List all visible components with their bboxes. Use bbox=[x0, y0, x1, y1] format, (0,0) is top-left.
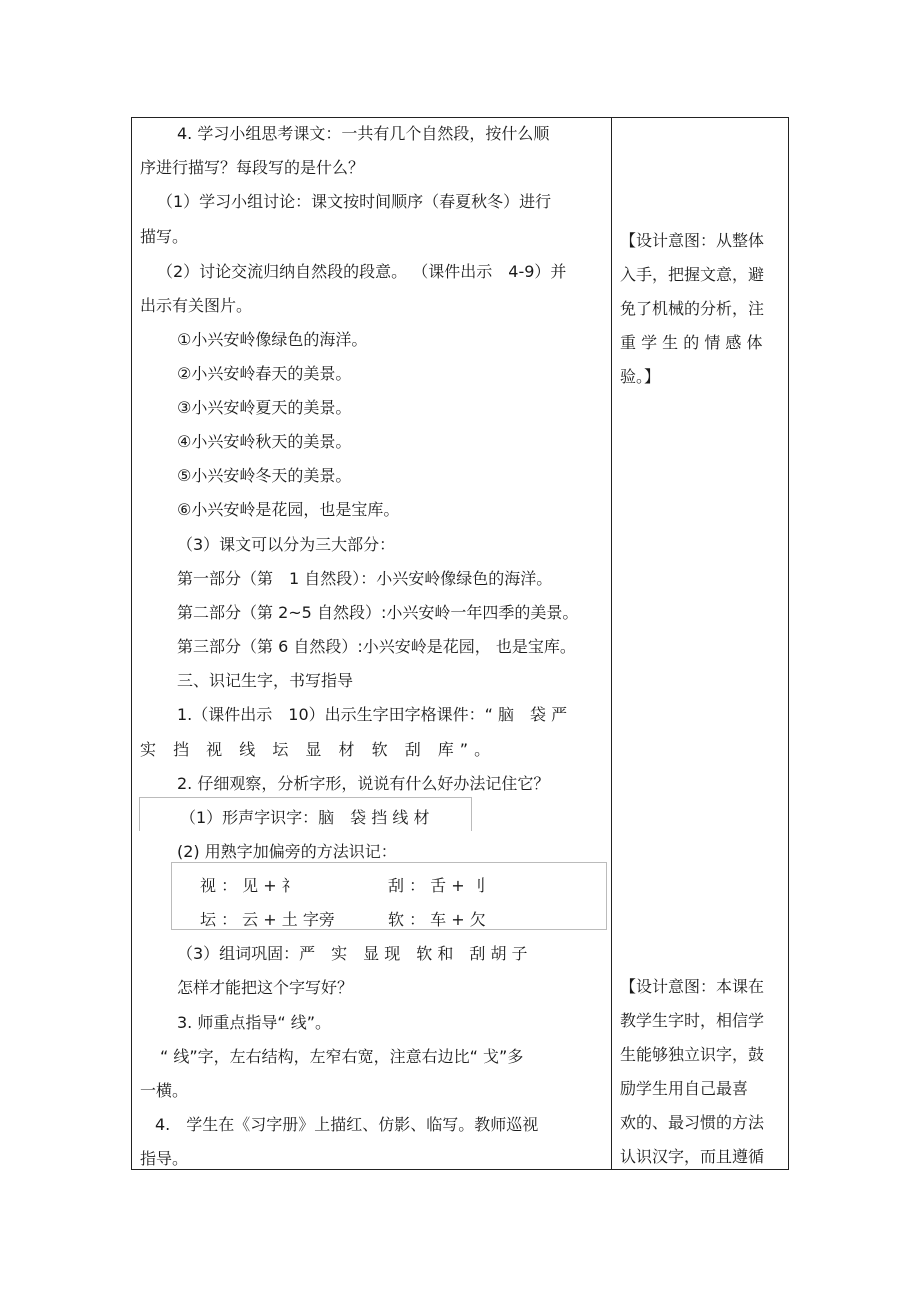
text-line: 4. 学习小组思考课文：一共有几个自然段，按什么顺 bbox=[177, 124, 550, 143]
text-line: 指导。 bbox=[140, 1149, 189, 1168]
note-line: 教学生字时，相信学 bbox=[620, 1011, 765, 1030]
radical-item: 软 ： 车 + 欠 bbox=[388, 910, 486, 929]
note-line: 免了机械的分析，注 bbox=[620, 299, 765, 318]
column-divider bbox=[611, 117, 612, 1170]
text-line: 3. 师重点指导“ 线”。 bbox=[177, 1013, 332, 1032]
text-line: 4. 学生在《习字册》上描红、仿影、临写。教师巡视 bbox=[155, 1115, 539, 1134]
text-line: 实 挡 视 线 坛 显 材 软 刮 库”。 bbox=[140, 740, 497, 759]
text-line: 出示有关图片。 bbox=[140, 296, 253, 315]
list-item: ⑥小兴安岭是花园，也是宝库。 bbox=[177, 500, 400, 519]
text-line: 第一部分（第 1 自然段）：小兴安岭像绿色的海洋。 bbox=[177, 569, 553, 588]
note-line: 励学生用自己最喜 bbox=[620, 1079, 749, 1098]
text-line: （1）形声字识字：脑 袋 挡 线 材 bbox=[180, 808, 430, 827]
text-line: 1.（课件出示 10）出示生字田字格课件：“ 脑 袋 严 bbox=[177, 705, 568, 724]
note-line: 入手，把握文意，避 bbox=[620, 265, 765, 284]
note-line: 认识汉字，而且遵循 bbox=[620, 1147, 765, 1166]
design-note-2 bbox=[620, 970, 780, 1174]
text-line: 怎样才能把这个字写好？ bbox=[177, 978, 354, 997]
note-line: 【设计意图：本课在 bbox=[620, 977, 765, 996]
list-item: ②小兴安岭春天的美景。 bbox=[177, 364, 352, 383]
text-line: （3）组词巩固：严 实 显 现 软 和 刮 胡 子 bbox=[177, 944, 528, 963]
text-line: “ 线”字，左右结构，左窄右宽，注意右边比“ 戈”多 bbox=[160, 1047, 524, 1066]
radical-item: 坛 ： 云 + 土 字旁 bbox=[200, 910, 335, 929]
list-item: ④小兴安岭秋天的美景。 bbox=[177, 432, 352, 451]
list-item: ③小兴安岭夏天的美景。 bbox=[177, 398, 352, 417]
text-line: （2）讨论交流归纳自然段的段意。 （课件出示 4-9）并 bbox=[157, 262, 567, 281]
radical-item: 刮 ： 舌 + 刂 bbox=[388, 876, 486, 895]
text-line: 序进行描写？每段写的是什么？ bbox=[140, 158, 365, 177]
text-line: 2. 仔细观察，分析字形，说说有什么好办法记住它？ bbox=[177, 774, 550, 793]
text-line: 描写。 bbox=[140, 227, 189, 246]
note-line: 【设计意图：从整体 bbox=[620, 231, 765, 250]
list-item: ⑤小兴安岭冬天的美景。 bbox=[177, 466, 352, 485]
list-item: ①小兴安岭像绿色的海洋。 bbox=[177, 330, 368, 349]
text-line: 第二部分（第 2~5 自然段）:小兴安岭一年四季的美景。 bbox=[177, 603, 579, 622]
text-line: (2) 用熟字加偏旁的方法识记： bbox=[177, 842, 397, 861]
text-line: 一横。 bbox=[140, 1081, 189, 1100]
text-line: 第三部分（第 6 自然段）:小兴安岭是花园， 也是宝库。 bbox=[177, 637, 576, 656]
text-line: （3）课文可以分为三大部分： bbox=[177, 535, 396, 554]
note-line: 生能够独立识字，鼓 bbox=[620, 1045, 765, 1064]
section-heading: 三、识记生字，书写指导 bbox=[177, 671, 354, 690]
note-line: 验。】 bbox=[620, 367, 661, 386]
note-line: 重 学 生 的 情 感 体 bbox=[620, 333, 763, 352]
text-line: （1）学习小组讨论：课文按时间顺序（春夏秋冬）进行 bbox=[157, 192, 552, 211]
design-note-1 bbox=[620, 224, 780, 394]
radical-item: 视 ： 见 + 礻 bbox=[200, 876, 298, 895]
note-line: 欢的、最习惯的方法 bbox=[620, 1113, 765, 1132]
